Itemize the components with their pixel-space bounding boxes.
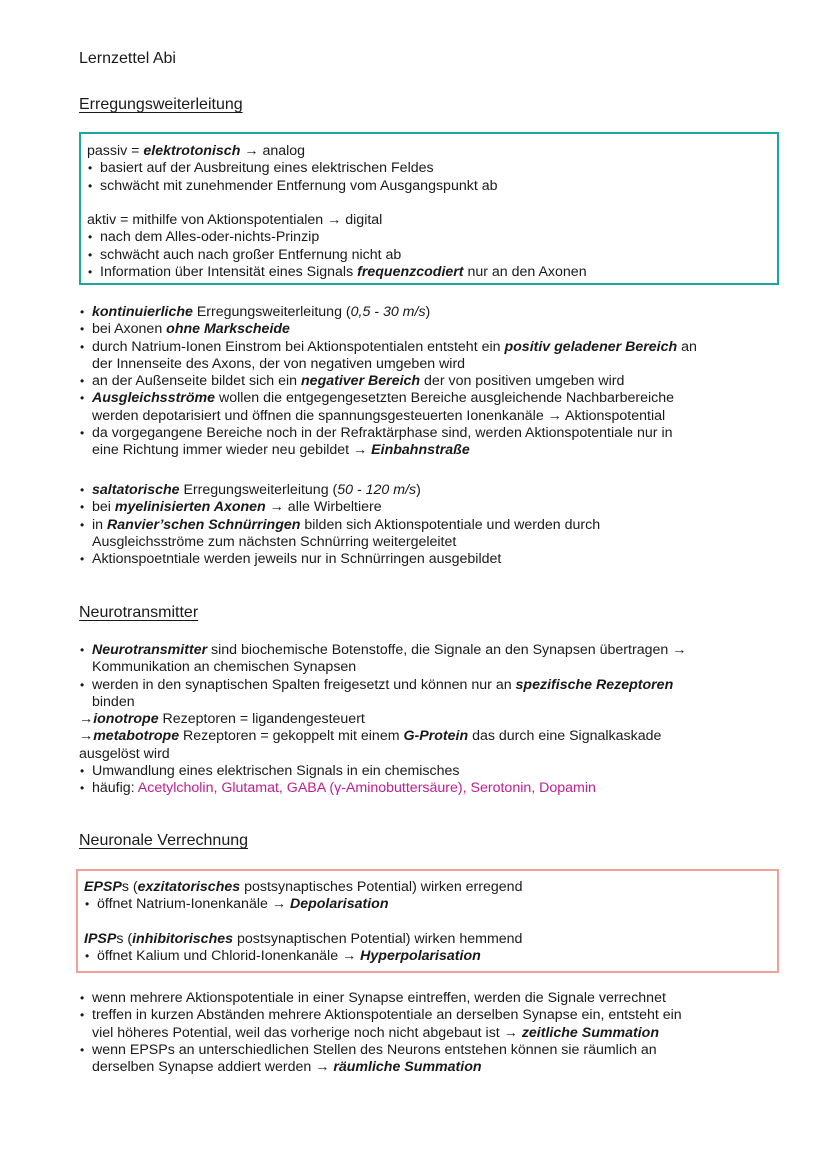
text: wollen die entgegengesetzten Bereiche ausgleichende Nachbarbereiche — [215, 390, 675, 407]
list-item: • schwächt mit zunehmender Entfernung vom Ausgangspunkt ab — [87, 178, 771, 195]
heading-neurotransmitter: Neurotransmitter — [79, 604, 199, 621]
list-item — [84, 896, 771, 913]
term: saltatorische — [92, 482, 180, 498]
term: spezifische Rezeptoren — [515, 676, 674, 693]
list-item: • Umwandlung eines elektrischen Signals in ein chemisches — [79, 763, 779, 780]
speed: 0,5 - 30 m/s — [350, 304, 426, 320]
text: an der Außenseite bildet sich ein — [92, 373, 302, 390]
list-item — [79, 390, 779, 407]
list-item — [79, 642, 779, 659]
text: ) — [416, 482, 421, 498]
text: s ( — [116, 930, 133, 947]
text: Erregungsweiterleitung ( — [179, 482, 338, 498]
list-item-continuation: Kommunikation an chemischen Synapsen — [92, 659, 357, 676]
list-item-continuation: der Innenseite des Axons, der von negativen umgeben wird — [92, 355, 466, 372]
list-item — [79, 339, 779, 356]
list-item-continuation — [79, 442, 779, 459]
list-item — [87, 264, 771, 281]
text: s ( — [121, 879, 138, 895]
text: der von positiven umgeben wird — [420, 373, 625, 390]
text: postsynaptischen Potential) wirken hemmend — [233, 930, 523, 947]
text: sind biochemische Botenstoffe, die Signale an den Synapsen übertragen → — [207, 642, 687, 658]
term: Einbahnstraße — [371, 442, 470, 459]
text: Erregungsweiterleitung ( — [192, 304, 351, 320]
text: → analog — [240, 143, 306, 159]
text: werden in den synaptischen Spalten freigesetzt und können nur an — [92, 676, 516, 693]
neurotransmitter-list — [79, 642, 779, 798]
term: räumliche Summation — [333, 1059, 482, 1076]
aktiv-line: aktiv = mithilfe von Aktionspotentialen → digital — [87, 212, 383, 229]
text: in — [92, 516, 107, 533]
list-item-continuation: werden depotarisiert und öffnen die spannungsgesteuerten Ionenkanäle → Aktionspotential — [92, 407, 666, 424]
term: metabotrope — [93, 728, 180, 745]
term: exzitatorisches — [137, 879, 241, 895]
kontinuierliche-list — [79, 304, 779, 460]
box-epsp-ipsp — [76, 869, 779, 973]
list-item: • basiert auf der Ausbreitung eines elektrischen Feldes — [87, 160, 771, 177]
term: Hyperpolarisation — [360, 948, 481, 965]
list-item: • nach dem Alles-oder-nichts-Prinzip — [87, 229, 771, 246]
text: nur an den Axonen — [463, 264, 587, 281]
term: Ausgleichsströme — [92, 390, 215, 407]
text: öffnet Kalium und Chlorid-Ionenkanäle → — [97, 948, 361, 965]
list-item-continuation: binden — [92, 693, 135, 710]
list-item — [79, 373, 779, 390]
text: bei — [92, 499, 115, 516]
arrow: → — [79, 711, 94, 728]
text: Information über Intensität eines Signals — [100, 264, 358, 281]
list-item — [79, 482, 779, 499]
list-item: • Aktionspoetntiale werden jeweils nur in Schnürringen ausgebildet — [79, 551, 779, 568]
term-frequenzcodiert: frequenzcodiert — [357, 264, 464, 281]
list-item: • da vorgegangene Bereiche noch in der Refraktärphase sind, werden Aktionspotentiale nur in — [79, 425, 779, 442]
list-item — [79, 780, 779, 797]
list-item — [84, 948, 771, 965]
ipsp-line — [84, 931, 771, 948]
text: häufig: — [92, 780, 138, 797]
term: kontinuierliche — [92, 304, 193, 320]
passiv-line — [87, 143, 771, 160]
epsp-line — [84, 879, 771, 896]
list-item: • treffen in kurzen Abständen mehrere Aktionspotentiale an derselben Synapse ein, entsteht ein — [79, 1007, 779, 1024]
text: Rezeptoren = gekoppelt mit einem — [179, 728, 404, 745]
summation-list — [79, 990, 779, 1076]
text: → alle Wirbeltiere — [265, 499, 382, 516]
term: Neurotransmitter — [92, 642, 208, 658]
term: ohne Markscheide — [166, 321, 290, 338]
term: inhibitorisches — [132, 930, 234, 947]
list-item — [79, 499, 779, 516]
heading-neuronale-verrechnung: Neuronale Verrechnung — [79, 832, 249, 849]
document-title: Lernzettel Abi — [79, 50, 176, 67]
term: positiv geladener Bereich — [504, 338, 678, 355]
text: öffnet Natrium-Ionenkanäle → — [97, 896, 290, 913]
list-item — [79, 517, 779, 534]
term: negativer Bereich — [301, 373, 421, 390]
term: IPSP — [84, 930, 117, 947]
list-item-continuation: Ausgleichsströme zum nächsten Schnürring weitergeleitet — [92, 533, 457, 550]
list-item: • wenn EPSPs an unterschiedlichen Stellen des Neurons entstehen können sie räumlich an — [79, 1042, 779, 1059]
text: ) — [425, 304, 431, 320]
text: an — [677, 338, 697, 355]
term: EPSP — [84, 879, 122, 895]
text: Rezeptoren = ligandengesteuert — [158, 711, 365, 728]
receptor-line — [79, 711, 779, 728]
list-item-continuation — [79, 1059, 779, 1076]
text: eine Richtung immer wieder neu gebildet → — [92, 442, 372, 459]
receptor-line — [79, 728, 779, 745]
term: ionotrope — [93, 711, 159, 728]
text: bilden sich Aktionspotentiale und werden durch — [300, 516, 601, 533]
list-item-continuation — [79, 1025, 779, 1042]
text: durch Natrium-Ionen Einstrom bei Aktionspotentialen entsteht ein — [92, 338, 505, 355]
speed: 50 - 120 m/s — [337, 482, 417, 498]
list-item: • wenn mehrere Aktionspotentiale in einer Synapse eintreffen, werden die Signale verrechnet — [79, 990, 779, 1007]
receptor-line-continuation: ausgelöst wird — [79, 745, 170, 762]
text: bei Axonen — [92, 321, 167, 338]
term-elektrotonisch: elektrotonisch — [143, 143, 241, 159]
text: passiv = — [87, 143, 144, 159]
text: viel höheres Potential, weil das vorherige noch nicht abgebaut ist → — [92, 1024, 522, 1041]
term: myelinisierten Axonen — [114, 499, 266, 516]
text: postsynaptisches Potential) wirken erregend — [240, 879, 523, 895]
text: derselben Synapse addiert werden → — [92, 1059, 334, 1076]
list-item — [79, 304, 779, 321]
arrow: → — [79, 728, 94, 745]
list-item: • schwächt auch nach großer Entfernung nicht ab — [87, 247, 771, 264]
term: Ranvier’schen Schnürringen — [106, 516, 301, 533]
text: das durch eine Signalkaskade — [468, 728, 662, 745]
saltatorische-list — [79, 482, 779, 568]
term: Depolarisation — [289, 896, 389, 913]
term: zeitliche Summation — [521, 1024, 659, 1041]
list-item — [79, 321, 779, 338]
term: G-Protein — [403, 728, 469, 745]
list-item — [79, 677, 779, 694]
neurotransmitter-examples: Acetylcholin, Glutamat, GABA (γ-Aminobuttersäure), Serotonin, Dopamin — [137, 780, 596, 797]
heading-erregungsweiterleitung: Erregungsweiterleitung — [79, 96, 243, 113]
box-passiv-aktiv — [79, 132, 779, 285]
